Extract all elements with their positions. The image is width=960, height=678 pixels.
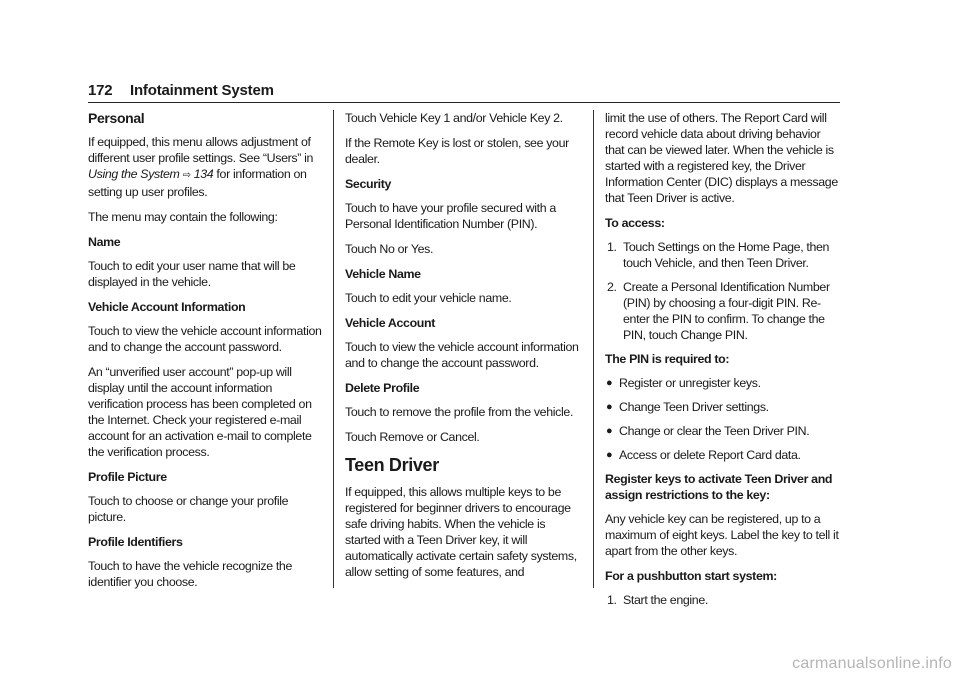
personal-intro: If equipped, this menu allows adjustment of different user profile settings. See “Users” in Using the System ⇨ 134 for information on setting up user profiles. <box>88 135 314 199</box>
remove-cancel-text: Touch Remove or Cancel. <box>345 430 480 444</box>
no-yes-text: Touch No or Yes. <box>345 242 434 256</box>
name-text: Touch to edit your user name that will be displayed in the vehicle. <box>88 259 296 289</box>
pin-required-heading: The PIN is required to: <box>605 352 730 366</box>
list-item: ● Change Teen Driver settings. <box>606 400 769 414</box>
register-keys-text: Any vehicle key can be registered, up to a maximum of eight keys. Label the key to tell it apart from the other keys. <box>605 512 839 558</box>
profile-picture-text: Touch to choose or change your profile picture. <box>88 494 289 524</box>
vehicle-name-text: Touch to edit your vehicle name. <box>345 291 512 305</box>
vehicle-account-info-text: Touch to view the vehicle account information and to change the account password. <box>88 324 322 354</box>
column-divider-1 <box>333 110 334 588</box>
unverified-text: An “unverified user account” pop-up will display until the account information verification process has been completed on the Internet. Check your registered e-mail account for an activation e-mail to complete the verification process. <box>88 365 312 459</box>
list-item: ● Register or unregister keys. <box>606 376 761 390</box>
personal-heading: Personal <box>88 110 145 126</box>
bullet-icon: ● <box>606 377 613 389</box>
column-2 <box>345 110 581 589</box>
vehicle-account-text: Touch to view the vehicle account information and to change the account password. <box>345 340 579 370</box>
vehicle-account-heading: Vehicle Account <box>345 316 436 330</box>
profile-identifiers-text: Touch to have the vehicle recognize the identifier you choose. <box>88 559 293 589</box>
list-item: 2. Create a Personal Identification Number (PIN) by choosing a four-digit PIN. Re-enter the PIN to confirm. To change the PIN, touch Change PIN. <box>607 280 830 342</box>
list-item: 1. Start the engine. <box>607 593 708 607</box>
security-heading: Security <box>345 177 392 191</box>
profile-picture-heading: Profile Picture <box>88 470 167 484</box>
column-1 <box>88 110 324 599</box>
vehicle-key-text: Touch Vehicle Key 1 and/or Vehicle Key 2. <box>345 111 563 125</box>
page-number: 172 <box>88 82 113 99</box>
security-text: Touch to have your profile secured with a Personal Identification Number (PIN). <box>345 201 556 231</box>
profile-identifiers-heading: Profile Identifiers <box>88 535 183 549</box>
page-header <box>88 82 840 103</box>
xref-page[interactable]: 134 <box>193 167 214 181</box>
delete-profile-heading: Delete Profile <box>345 381 420 395</box>
register-keys-heading: Register keys to activate Teen Driver and assign restrictions to the key: <box>605 472 833 502</box>
remote-key-text: If the Remote Key is lost or stolen, see your dealer. <box>345 136 569 166</box>
menu-intro: The menu may contain the following: <box>88 210 278 224</box>
column-divider-2 <box>593 110 594 588</box>
access-heading: To access: <box>605 216 665 230</box>
teen-driver-continued: limit the use of others. The Report Card will record vehicle data about driving behavior that can be viewed later. When the vehicle is started with a registered key, the Driver Information Center (DIC) displays a message that Teen Driver is active. <box>605 111 838 205</box>
teen-driver-text: If equipped, this allows multiple keys to be registered for beginner drivers to encourage safe driving habits. When the vehicle is started with a Teen Driver key, it will automatically activate certain safety systems, allow setting of some features, and <box>345 485 577 579</box>
column-3 <box>605 110 841 616</box>
teen-driver-heading: Teen Driver <box>345 455 439 475</box>
xref-arrow-icon: ⇨ <box>182 170 191 181</box>
vehicle-account-info-heading: Vehicle Account Information <box>88 300 246 314</box>
list-item: ● Change or clear the Teen Driver PIN. <box>606 424 810 438</box>
list-item: ● Access or delete Report Card data. <box>606 448 801 462</box>
xref-link[interactable]: Using the System <box>88 167 180 181</box>
delete-profile-text: Touch to remove the profile from the vehicle. <box>345 405 574 419</box>
watermark: carmanualsonline.info <box>792 655 952 672</box>
name-heading: Name <box>88 235 121 249</box>
list-item: 1. Touch Settings on the Home Page, then touch Vehicle, and then Teen Driver. <box>607 240 830 270</box>
bullet-icon: ● <box>606 425 613 437</box>
section-title: Infotainment System <box>130 82 274 99</box>
bullet-icon: ● <box>606 449 613 461</box>
bullet-icon: ● <box>606 401 613 413</box>
vehicle-name-heading: Vehicle Name <box>345 267 421 281</box>
pushbutton-heading: For a pushbutton start system: <box>605 569 777 583</box>
